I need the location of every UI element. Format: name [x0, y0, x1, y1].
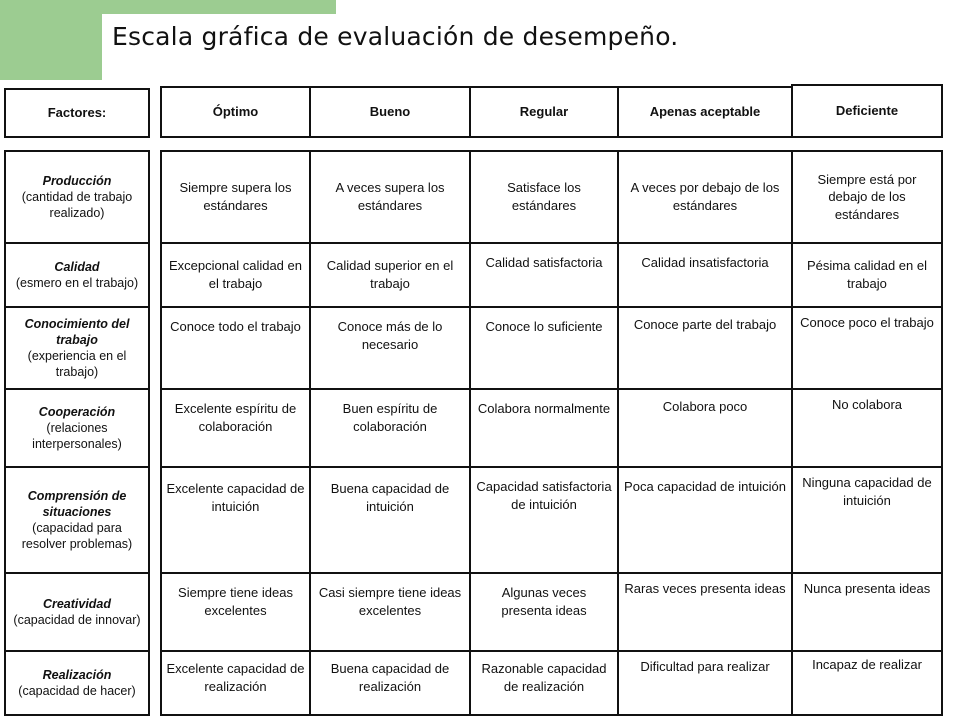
rating-text: Excepcional calidad en el trabajo — [169, 258, 302, 291]
factor-name: Creatividad — [42, 596, 112, 611]
rating-cell — [469, 388, 619, 468]
rating-text: Razonable capacidad de realización — [481, 661, 607, 694]
rating-text: Calidad insatisfactoria — [641, 255, 769, 270]
rating-cell — [617, 306, 793, 390]
header-deficiente-label: Deficiente — [835, 103, 899, 119]
header-factors — [4, 88, 150, 138]
rating-cell — [309, 150, 471, 244]
rating-text: Incapaz de realizar — [812, 657, 922, 672]
rating-text: Conoce lo suficiente — [485, 319, 603, 334]
rating-text: Poca capacidad de intuición — [624, 479, 786, 494]
factor-creatividad — [4, 572, 150, 652]
factor-name: Conocimiento del trabajo — [24, 316, 130, 347]
rating-text: Dificultad para realizar — [640, 659, 770, 674]
rating-cell — [309, 650, 471, 716]
rating-cell — [160, 466, 311, 574]
rating-cell — [469, 150, 619, 244]
rating-cell — [160, 650, 311, 716]
rating-cell — [160, 242, 311, 308]
header-regular — [469, 86, 619, 138]
rating-text: Algunas veces presenta ideas — [501, 585, 587, 618]
rating-text: Calidad superior en el trabajo — [326, 258, 454, 291]
rating-cell — [469, 572, 619, 652]
rating-text: Pésima calidad en el trabajo — [807, 258, 927, 291]
rating-text: Buena capacidad de intuición — [330, 481, 450, 514]
rating-text: Nunca presenta ideas — [803, 581, 931, 596]
header-bueno-label: Bueno — [369, 104, 411, 120]
rating-cell — [791, 572, 943, 652]
rating-cell — [160, 306, 311, 390]
header-bueno — [309, 86, 471, 138]
factor-desc: (cantidad de trabajo realizado) — [21, 189, 133, 221]
factor-name: Comprensión de situaciones — [27, 488, 127, 519]
rating-cell — [160, 572, 311, 652]
rating-cell — [791, 388, 943, 468]
header-optimo-label: Óptimo — [212, 104, 259, 120]
rating-cell — [617, 388, 793, 468]
factor-desc: (experiencia en el trabajo) — [27, 349, 127, 380]
rating-cell — [791, 242, 943, 308]
factor-desc: (esmero en el trabajo) — [15, 276, 139, 290]
green-corner-block — [0, 0, 102, 80]
rating-text: Casi siempre tiene ideas excelentes — [318, 585, 462, 618]
factor-desc: (relaciones interpersonales) — [32, 420, 122, 452]
factor-name: Calidad — [54, 259, 100, 274]
rating-text: A veces supera los estándares — [335, 180, 445, 213]
rating-text: Conoce más de lo necesario — [337, 319, 443, 352]
rating-text: Colabora poco — [662, 399, 748, 414]
rating-cell — [469, 650, 619, 716]
rating-text: Siempre está por debajo de los estándares — [817, 171, 917, 222]
factor-cooperacion — [4, 388, 150, 468]
rating-cell — [791, 150, 943, 244]
rating-cell — [309, 242, 471, 308]
factor-name: Producción — [42, 173, 112, 188]
rating-text: Siempre tiene ideas excelentes — [178, 585, 293, 618]
rating-text: Buena capacidad de realización — [330, 661, 450, 694]
header-apenas-aceptable — [617, 86, 793, 138]
rating-cell — [309, 466, 471, 574]
rating-text: No colabora — [831, 397, 903, 412]
rating-cell — [617, 572, 793, 652]
rating-cell — [309, 306, 471, 390]
rating-cell — [617, 242, 793, 308]
factor-desc: (capacidad para resolver problemas) — [21, 521, 133, 552]
factor-name: Cooperación — [38, 404, 116, 419]
factor-desc: (capacidad de hacer) — [18, 684, 136, 698]
factor-calidad — [4, 242, 150, 308]
rating-text: Conoce parte del trabajo — [633, 317, 777, 332]
rating-cell — [469, 306, 619, 390]
rating-cell — [469, 242, 619, 308]
rating-text: Excelente capacidad de intuición — [166, 481, 305, 514]
rating-cell — [469, 466, 619, 574]
factor-desc: (capacidad de innovar) — [13, 613, 141, 627]
rating-text: Capacidad satisfactoria de intuición — [476, 479, 612, 512]
factor-name: Realización — [42, 667, 112, 682]
factor-comprension — [4, 466, 150, 574]
rating-cell — [160, 388, 311, 468]
rating-text: Colabora normalmente — [477, 401, 611, 416]
header-factors-label: Factores: — [47, 105, 107, 121]
rating-text: Satisface los estándares — [507, 180, 581, 213]
rating-text: Excelente capacidad de realización — [166, 661, 305, 694]
rating-text: Calidad satisfactoria — [485, 255, 603, 270]
rating-text: Conoce poco el trabajo — [800, 315, 934, 330]
rating-text: Raras veces presenta ideas — [624, 581, 786, 596]
header-optimo — [160, 86, 311, 138]
header-apenas-aceptable-label: Apenas aceptable — [649, 104, 761, 120]
rating-text: Conoce todo el trabajo — [170, 319, 301, 334]
green-top-strip — [102, 0, 336, 14]
rating-cell — [791, 466, 943, 574]
rating-cell — [309, 388, 471, 468]
rating-cell — [617, 650, 793, 716]
factor-produccion — [4, 150, 150, 244]
rating-cell — [791, 650, 943, 716]
rating-text: Siempre supera los estándares — [179, 180, 292, 213]
rating-text: Ninguna capacidad de intuición — [802, 475, 932, 508]
rating-text: A veces por debajo de los estándares — [630, 180, 780, 213]
header-regular-label: Regular — [519, 104, 569, 120]
rating-text: Excelente espíritu de colaboración — [174, 401, 297, 434]
rating-cell — [617, 150, 793, 244]
rating-cell — [160, 150, 311, 244]
factor-realizacion — [4, 650, 150, 716]
factor-conocimiento — [4, 306, 150, 390]
rating-cell — [617, 466, 793, 574]
rating-cell — [309, 572, 471, 652]
rating-text: Buen espíritu de colaboración — [342, 401, 438, 434]
rating-cell — [791, 306, 943, 390]
header-deficiente — [791, 84, 943, 138]
page-title: Escala gráfica de evaluación de desempeño. — [112, 22, 679, 51]
